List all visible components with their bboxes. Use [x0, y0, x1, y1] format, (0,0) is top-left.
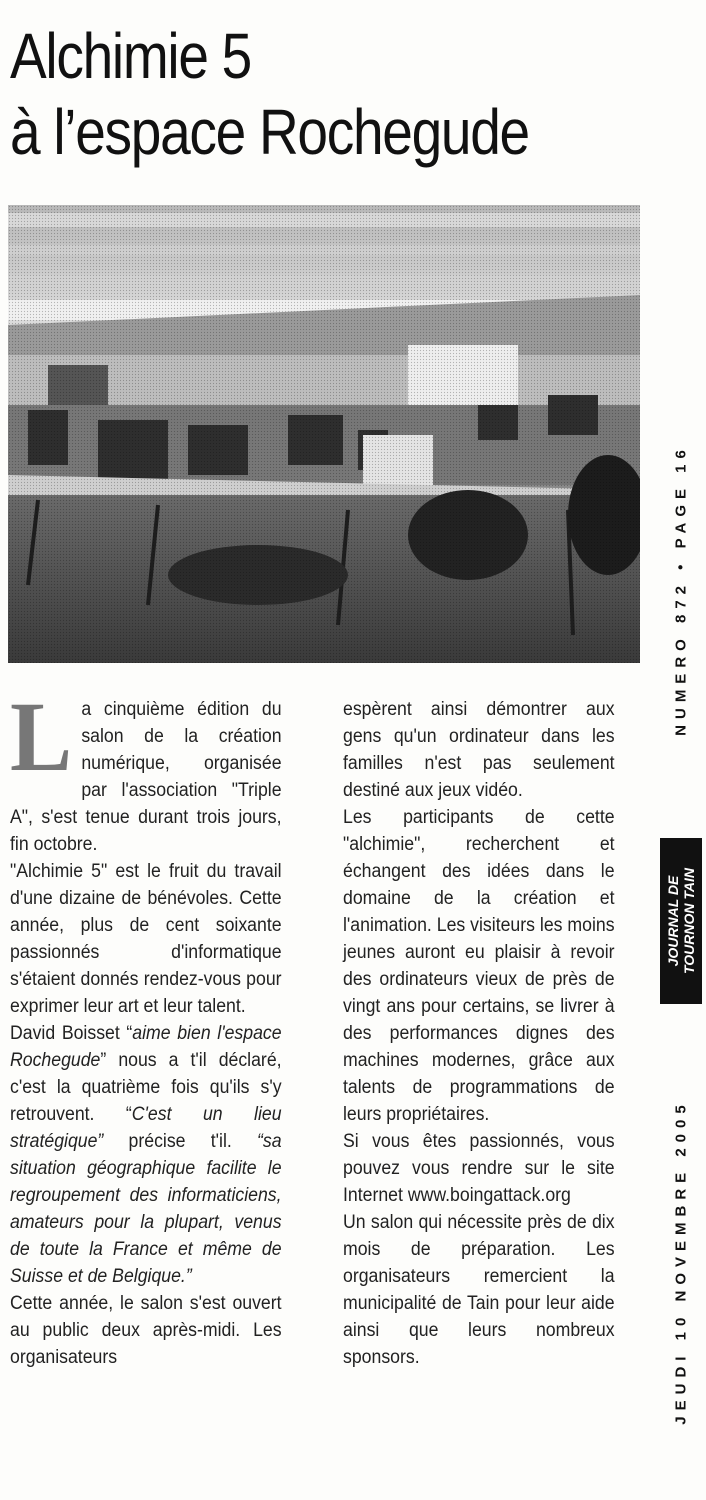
quote-middle: ” nous a t'il déclaré, c'est la quatrième fois qu'ils s'y retrouvent. “ [10, 1050, 282, 1125]
paragraph-8: Un salon qui nécessite près de dix mois de préparation. Les organisateurs remercient la municipalité de Tain pour leur aide ainsi que leurs nombreux sponsors. [343, 1212, 615, 1368]
page-sidebar [656, 0, 706, 1500]
article-photo [8, 205, 640, 663]
paragraph-2: "Alchimie 5" est le fruit du travail d'une dizaine de bénévoles. Cette année, plus de cent soixante passionnés d'informatique s'étaient donnés rendez-vous pour exprimer leur art et leur talent. [10, 861, 282, 1017]
paragraph-4: Cette année, le salon s'est ouvert au public deux après-midi. Les organisateurs [10, 1293, 282, 1368]
journal-name-line-1: JOURNAL DE [665, 875, 681, 967]
dropcap: L [10, 681, 73, 792]
paragraph-5: espèrent ainsi démontrer aux gens qu'un ordinateur dans les familles n'est pas seulement destiné aux jeux vidéo. [343, 699, 615, 801]
computer-hall-photo-icon [8, 205, 640, 663]
paragraph-6: Les participants de cette "alchimie", recherchent et échangent des idées dans le domaine de la création et l'animation. Les visiteurs les moins jeunes auront eu plaisir à revoir des ordinateurs vieux de près de vingt ans pour certains, se livrer à des performances dignes des machines modernes, grâce aux talents de programmations de leurs propriétaires. [343, 807, 615, 1125]
headline-line-2: à l’espace Rochegude [10, 96, 529, 168]
paragraph-7: Si vous êtes passionnés, vous pouvez vous rendre sur le site Internet www.boingattack.org [343, 1131, 615, 1206]
headline-line-1: Alchimie 5 [10, 20, 251, 92]
paragraph-3 [10, 1020, 282, 1290]
journal-name [665, 841, 697, 1001]
paragraph-1-text: a cinquième édition du salon de la création numérique, organisée par l'association "Triple A", s'est tenue durant trois jours, fin octobre. [10, 699, 282, 855]
article-column-1 [10, 681, 282, 1371]
quote-2: C'est un lieu stratégique” [10, 1104, 282, 1152]
paragraph-1 [10, 681, 282, 858]
quote-3: “sa situation géographique facilite le regroupement des informaticiens, amateurs pour la plupart, venus de toute la France et même de Suisse et de Belgique.” [10, 1131, 282, 1287]
journal-name-box [660, 838, 702, 1004]
quote-1: aime bien l'espace Rochegude [10, 1023, 282, 1071]
quote-precise: précise t'il. [103, 1131, 258, 1152]
issue-date-label: JEUDI 10 NOVEMBRE 2005 [672, 1099, 690, 1425]
article-column-2 [343, 696, 615, 1371]
journal-name-line-2: TOURNON TAIN [681, 867, 697, 975]
headline [10, 18, 560, 170]
issue-page-label: NUMERO 872 • PAGE 16 [672, 444, 690, 736]
quote-intro: David Boisset “ [10, 1023, 133, 1044]
